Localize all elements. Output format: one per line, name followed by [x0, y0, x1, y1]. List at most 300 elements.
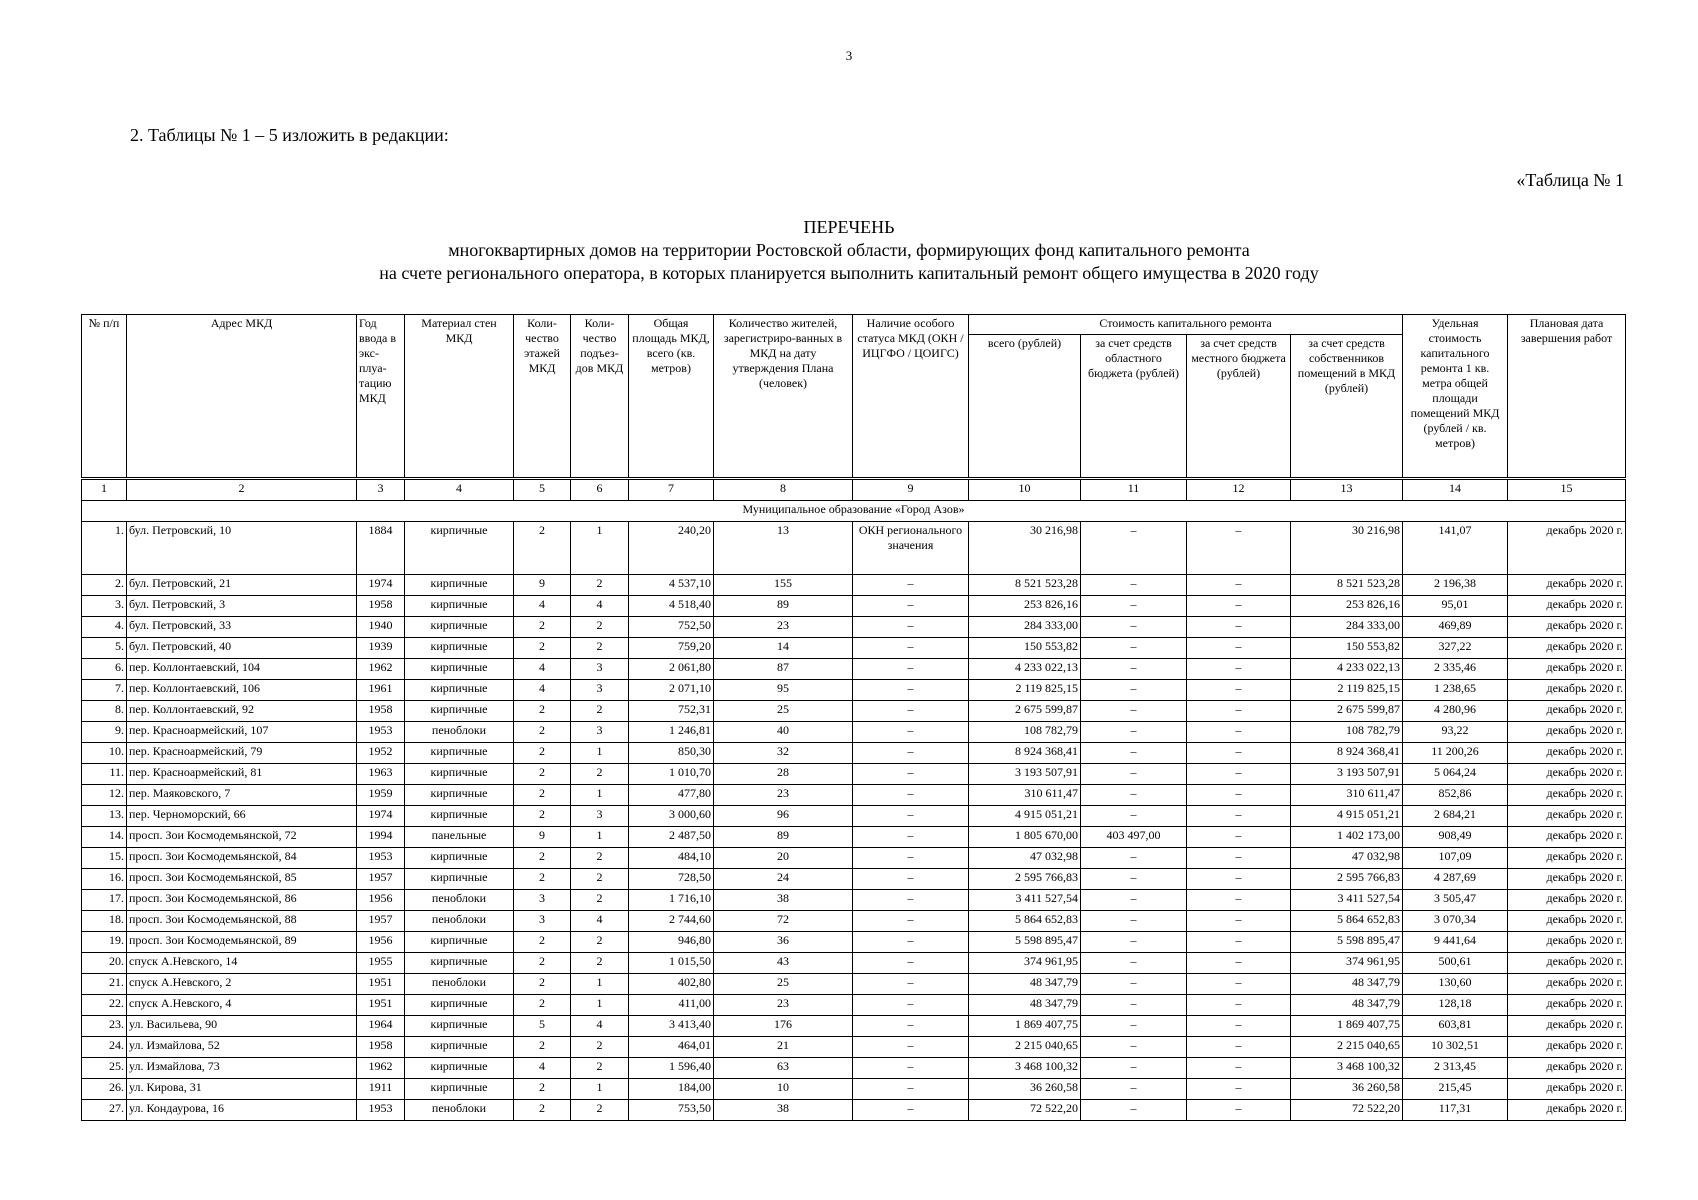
cell-area: 184,00 [629, 1079, 714, 1100]
cell-status: – [853, 806, 969, 827]
table-row [82, 890, 1626, 911]
cell-cost-local: – [1187, 659, 1291, 680]
table-row [82, 638, 1626, 659]
cell-area: 477,80 [629, 785, 714, 806]
cell-address: спуск А.Невского, 4 [127, 995, 357, 1016]
cell-status: – [853, 869, 969, 890]
cell-entrances: 2 [571, 1037, 629, 1058]
column-number: 14 [1403, 479, 1508, 501]
cell-address: пер. Коллонтаевский, 92 [127, 701, 357, 722]
cell-address: бул. Петровский, 40 [127, 638, 357, 659]
cell-cost-regional: – [1081, 764, 1187, 785]
cell-row-number: 17. [82, 890, 127, 911]
column-number: 2 [127, 479, 357, 501]
cell-entrances: 2 [571, 869, 629, 890]
table-row [82, 743, 1626, 764]
cell-wall-material: кирпичные [405, 785, 514, 806]
column-number: 8 [714, 479, 853, 501]
col-header-wall-material: Материал стен МКД [405, 315, 514, 479]
cell-area: 411,00 [629, 995, 714, 1016]
cell-cost-total: 284 333,00 [969, 617, 1081, 638]
cell-completion-date: декабрь 2020 г. [1508, 701, 1626, 722]
cell-completion-date: декабрь 2020 г. [1508, 848, 1626, 869]
cell-floors: 2 [514, 806, 571, 827]
cell-floors: 2 [514, 953, 571, 974]
cell-year: 1957 [357, 911, 405, 932]
cell-completion-date: декабрь 2020 г. [1508, 764, 1626, 785]
cell-cost-regional: – [1081, 701, 1187, 722]
col-header-area: Общая площадь МКД, всего (кв. метров) [629, 315, 714, 479]
cell-floors: 3 [514, 911, 571, 932]
cell-floors: 2 [514, 848, 571, 869]
cell-wall-material: пеноблоки [405, 722, 514, 743]
col-header-year: Год ввода в экс-плуа-тацию МКД [357, 315, 405, 479]
cell-status: – [853, 680, 969, 701]
cell-floors: 2 [514, 1037, 571, 1058]
table-label: «Таблица № 1 [1516, 170, 1624, 190]
cell-row-number: 15. [82, 848, 127, 869]
cell-address: пер. Красноармейский, 79 [127, 743, 357, 764]
cell-cost-regional: – [1081, 743, 1187, 764]
cell-unit-cost: 11 200,26 [1403, 743, 1508, 764]
cell-cost-local: – [1187, 869, 1291, 890]
cell-completion-date: декабрь 2020 г. [1508, 638, 1626, 659]
column-number: 1 [82, 479, 127, 501]
cell-status: ОКН регионального значения [853, 522, 969, 575]
column-number: 10 [969, 479, 1081, 501]
cell-floors: 3 [514, 890, 571, 911]
cell-cost-total: 72 522,20 [969, 1100, 1081, 1121]
cell-row-number: 5. [82, 638, 127, 659]
cell-address: бул. Петровский, 3 [127, 596, 357, 617]
cell-status: – [853, 995, 969, 1016]
cell-year: 1952 [357, 743, 405, 764]
column-number: 11 [1081, 479, 1187, 501]
cell-wall-material: кирпичные [405, 522, 514, 575]
repair-plan-table [81, 314, 1626, 1121]
table-row [82, 806, 1626, 827]
cell-status: – [853, 890, 969, 911]
cell-area: 402,80 [629, 974, 714, 995]
cell-cost-regional: – [1081, 617, 1187, 638]
cell-area: 2 744,60 [629, 911, 714, 932]
cell-completion-date: декабрь 2020 г. [1508, 596, 1626, 617]
cell-status: – [853, 596, 969, 617]
cell-unit-cost: 1 238,65 [1403, 680, 1508, 701]
cell-wall-material: кирпичные [405, 743, 514, 764]
cell-cost-local: – [1187, 722, 1291, 743]
cell-cost-regional: – [1081, 932, 1187, 953]
table-row [82, 1016, 1626, 1037]
cell-wall-material: кирпичные [405, 659, 514, 680]
cell-entrances: 1 [571, 1079, 629, 1100]
cell-year: 1956 [357, 932, 405, 953]
cell-year: 1939 [357, 638, 405, 659]
cell-row-number: 21. [82, 974, 127, 995]
cell-year: 1884 [357, 522, 405, 575]
cell-status: – [853, 1016, 969, 1037]
cell-status: – [853, 617, 969, 638]
table-row [82, 1058, 1626, 1079]
cell-cost-local: – [1187, 764, 1291, 785]
cell-floors: 2 [514, 701, 571, 722]
cell-row-number: 25. [82, 1058, 127, 1079]
cell-address: просп. Зои Космодемьянской, 85 [127, 869, 357, 890]
cell-area: 3 413,40 [629, 1016, 714, 1037]
cell-unit-cost: 95,01 [1403, 596, 1508, 617]
cell-unit-cost: 9 441,64 [1403, 932, 1508, 953]
col-header-status: Наличие особого статуса МКД (ОКН / ИЦГФО / ЦОИГС) [853, 315, 969, 479]
cell-cost-regional: – [1081, 785, 1187, 806]
cell-row-number: 6. [82, 659, 127, 680]
cell-cost-regional: – [1081, 1058, 1187, 1079]
heading-line-2: на счете регионального оператора, в которых планируется выполнить капитальный ремонт общего имущества в 2020 году [379, 263, 1319, 283]
cell-wall-material: кирпичные [405, 575, 514, 596]
cell-floors: 2 [514, 785, 571, 806]
cell-cost-regional: – [1081, 575, 1187, 596]
cell-area: 759,20 [629, 638, 714, 659]
cell-status: – [853, 659, 969, 680]
cell-year: 1963 [357, 764, 405, 785]
cell-completion-date: декабрь 2020 г. [1508, 659, 1626, 680]
col-header-number: № п/п [82, 315, 127, 479]
cell-area: 2 487,50 [629, 827, 714, 848]
cell-cost-total: 108 782,79 [969, 722, 1081, 743]
cell-cost-total: 5 864 652,83 [969, 911, 1081, 932]
cell-address: ул. Измайлова, 52 [127, 1037, 357, 1058]
cell-unit-cost: 117,31 [1403, 1100, 1508, 1121]
cell-year: 1956 [357, 890, 405, 911]
cell-unit-cost: 107,09 [1403, 848, 1508, 869]
cell-area: 1 596,40 [629, 1058, 714, 1079]
cell-unit-cost: 603,81 [1403, 1016, 1508, 1037]
cell-cost-total: 30 216,98 [969, 522, 1081, 575]
cell-cost-total: 36 260,58 [969, 1079, 1081, 1100]
cell-completion-date: декабрь 2020 г. [1508, 953, 1626, 974]
cell-unit-cost: 4 287,69 [1403, 869, 1508, 890]
column-number: 15 [1508, 479, 1626, 501]
cell-status: – [853, 638, 969, 659]
cell-cost-owners: 284 333,00 [1291, 617, 1403, 638]
col-header-residents: Количество жителей, зарегистриро-ванных в МКД на дату утверждения Плана (человек) [714, 315, 853, 479]
section-row [82, 501, 1626, 522]
cell-area: 728,50 [629, 869, 714, 890]
cell-completion-date: декабрь 2020 г. [1508, 806, 1626, 827]
table-row [82, 1037, 1626, 1058]
cell-completion-date: декабрь 2020 г. [1508, 522, 1626, 575]
cell-cost-owners: 2 119 825,15 [1291, 680, 1403, 701]
cell-floors: 9 [514, 827, 571, 848]
cell-unit-cost: 130,60 [1403, 974, 1508, 995]
cell-floors: 2 [514, 1079, 571, 1100]
cell-area: 484,10 [629, 848, 714, 869]
cell-cost-total: 3 411 527,54 [969, 890, 1081, 911]
cell-residents: 89 [714, 827, 853, 848]
cell-unit-cost: 500,61 [1403, 953, 1508, 974]
cell-wall-material: кирпичные [405, 596, 514, 617]
cell-address: просп. Зои Космодемьянской, 84 [127, 848, 357, 869]
cell-wall-material: кирпичные [405, 953, 514, 974]
cell-wall-material: кирпичные [405, 932, 514, 953]
cell-cost-regional: – [1081, 722, 1187, 743]
cell-address: просп. Зои Космодемьянской, 72 [127, 827, 357, 848]
document-heading [0, 216, 1698, 285]
cell-cost-local: – [1187, 575, 1291, 596]
cell-cost-regional: – [1081, 1100, 1187, 1121]
column-number-row [82, 479, 1626, 501]
cell-floors: 2 [514, 522, 571, 575]
cell-cost-owners: 310 611,47 [1291, 785, 1403, 806]
cell-cost-total: 4 915 051,21 [969, 806, 1081, 827]
cell-area: 753,50 [629, 1100, 714, 1121]
heading-line-1: многоквартирных домов на территории Ростовской области, формирующих фонд капитального ремонта [448, 240, 1250, 260]
cell-completion-date: декабрь 2020 г. [1508, 785, 1626, 806]
table-row [82, 995, 1626, 1016]
cell-unit-cost: 5 064,24 [1403, 764, 1508, 785]
cell-cost-owners: 47 032,98 [1291, 848, 1403, 869]
cell-cost-owners: 72 522,20 [1291, 1100, 1403, 1121]
table-row [82, 659, 1626, 680]
cell-row-number: 20. [82, 953, 127, 974]
cell-row-number: 4. [82, 617, 127, 638]
cell-cost-total: 253 826,16 [969, 596, 1081, 617]
cell-cost-local: – [1187, 1037, 1291, 1058]
cell-year: 1994 [357, 827, 405, 848]
cell-year: 1955 [357, 953, 405, 974]
table-row [82, 848, 1626, 869]
cell-address: просп. Зои Космодемьянской, 88 [127, 911, 357, 932]
cell-entrances: 2 [571, 638, 629, 659]
cell-residents: 23 [714, 995, 853, 1016]
cell-year: 1953 [357, 722, 405, 743]
cell-entrances: 2 [571, 932, 629, 953]
cell-cost-local: – [1187, 1100, 1291, 1121]
cell-status: – [853, 785, 969, 806]
cell-year: 1951 [357, 995, 405, 1016]
cell-cost-total: 8 521 523,28 [969, 575, 1081, 596]
cell-cost-owners: 1 402 173,00 [1291, 827, 1403, 848]
cell-entrances: 2 [571, 1058, 629, 1079]
cell-row-number: 13. [82, 806, 127, 827]
cell-year: 1958 [357, 1037, 405, 1058]
cell-wall-material: кирпичные [405, 1079, 514, 1100]
cell-year: 1957 [357, 869, 405, 890]
cell-unit-cost: 93,22 [1403, 722, 1508, 743]
cell-residents: 24 [714, 869, 853, 890]
cell-entrances: 3 [571, 659, 629, 680]
cell-year: 1974 [357, 575, 405, 596]
cell-cost-regional: – [1081, 995, 1187, 1016]
cell-completion-date: декабрь 2020 г. [1508, 680, 1626, 701]
cell-residents: 72 [714, 911, 853, 932]
cell-address: пер. Коллонтаевский, 106 [127, 680, 357, 701]
cell-cost-total: 47 032,98 [969, 848, 1081, 869]
cell-address: пер. Красноармейский, 81 [127, 764, 357, 785]
cell-cost-owners: 30 216,98 [1291, 522, 1403, 575]
table-row [82, 680, 1626, 701]
cell-completion-date: декабрь 2020 г. [1508, 890, 1626, 911]
cell-area: 2 061,80 [629, 659, 714, 680]
cell-cost-local: – [1187, 743, 1291, 764]
table-row [82, 617, 1626, 638]
cell-cost-owners: 2 675 599,87 [1291, 701, 1403, 722]
cell-address: ул. Измайлова, 73 [127, 1058, 357, 1079]
cell-cost-owners: 5 864 652,83 [1291, 911, 1403, 932]
cell-floors: 4 [514, 596, 571, 617]
cell-row-number: 11. [82, 764, 127, 785]
cell-cost-owners: 8 924 368,41 [1291, 743, 1403, 764]
cell-area: 1 716,10 [629, 890, 714, 911]
cell-cost-local: – [1187, 911, 1291, 932]
cell-floors: 5 [514, 1016, 571, 1037]
cell-status: – [853, 827, 969, 848]
cell-completion-date: декабрь 2020 г. [1508, 617, 1626, 638]
cell-status: – [853, 974, 969, 995]
cell-cost-regional: – [1081, 1079, 1187, 1100]
cell-area: 946,80 [629, 932, 714, 953]
column-number: 3 [357, 479, 405, 501]
cell-wall-material: пеноблоки [405, 1100, 514, 1121]
cell-cost-local: – [1187, 617, 1291, 638]
cell-cost-local: – [1187, 953, 1291, 974]
cell-row-number: 18. [82, 911, 127, 932]
cell-unit-cost: 852,86 [1403, 785, 1508, 806]
cell-floors: 2 [514, 932, 571, 953]
cell-status: – [853, 953, 969, 974]
cell-row-number: 19. [82, 932, 127, 953]
cell-unit-cost: 128,18 [1403, 995, 1508, 1016]
col-header-cost-total: всего (рублей) [969, 335, 1081, 479]
cell-residents: 87 [714, 659, 853, 680]
cell-year: 1951 [357, 974, 405, 995]
cell-wall-material: кирпичные [405, 806, 514, 827]
cell-area: 1 010,70 [629, 764, 714, 785]
cell-year: 1911 [357, 1079, 405, 1100]
cell-cost-total: 3 193 507,91 [969, 764, 1081, 785]
cell-cost-local: – [1187, 1079, 1291, 1100]
col-header-address: Адрес МКД [127, 315, 357, 479]
cell-wall-material: кирпичные [405, 1016, 514, 1037]
table-row [82, 522, 1626, 575]
cell-wall-material: кирпичные [405, 638, 514, 659]
cell-cost-regional: – [1081, 806, 1187, 827]
cell-unit-cost: 215,45 [1403, 1079, 1508, 1100]
cell-unit-cost: 4 280,96 [1403, 701, 1508, 722]
cell-entrances: 1 [571, 827, 629, 848]
col-header-entrances: Коли-чество подъез-дов МКД [571, 315, 629, 479]
cell-cost-owners: 3 468 100,32 [1291, 1058, 1403, 1079]
cell-residents: 43 [714, 953, 853, 974]
cell-entrances: 3 [571, 680, 629, 701]
cell-wall-material: кирпичные [405, 764, 514, 785]
cell-residents: 28 [714, 764, 853, 785]
cell-address: спуск А.Невского, 2 [127, 974, 357, 995]
cell-unit-cost: 2 335,46 [1403, 659, 1508, 680]
heading-title: ПЕРЕЧЕНЬ [803, 217, 895, 237]
table-row [82, 722, 1626, 743]
cell-year: 1964 [357, 1016, 405, 1037]
cell-entrances: 2 [571, 764, 629, 785]
cell-cost-total: 5 598 895,47 [969, 932, 1081, 953]
cell-cost-local: – [1187, 827, 1291, 848]
cell-year: 1962 [357, 1058, 405, 1079]
cell-completion-date: декабрь 2020 г. [1508, 1037, 1626, 1058]
cell-cost-owners: 253 826,16 [1291, 596, 1403, 617]
cell-area: 464,01 [629, 1037, 714, 1058]
cell-row-number: 14. [82, 827, 127, 848]
cell-floors: 2 [514, 722, 571, 743]
cell-unit-cost: 2 313,45 [1403, 1058, 1508, 1079]
cell-cost-local: – [1187, 596, 1291, 617]
column-number: 6 [571, 479, 629, 501]
cell-floors: 2 [514, 764, 571, 785]
cell-cost-owners: 4 915 051,21 [1291, 806, 1403, 827]
table-row [82, 827, 1626, 848]
cell-cost-regional: – [1081, 974, 1187, 995]
cell-wall-material: кирпичные [405, 701, 514, 722]
cell-row-number: 1. [82, 522, 127, 575]
cell-year: 1959 [357, 785, 405, 806]
cell-residents: 25 [714, 701, 853, 722]
cell-cost-regional: – [1081, 1037, 1187, 1058]
cell-cost-total: 2 119 825,15 [969, 680, 1081, 701]
cell-cost-regional: – [1081, 911, 1187, 932]
cell-unit-cost: 2 684,21 [1403, 806, 1508, 827]
cell-completion-date: декабрь 2020 г. [1508, 995, 1626, 1016]
cell-address: пер. Черноморский, 66 [127, 806, 357, 827]
column-number: 4 [405, 479, 514, 501]
cell-cost-owners: 3 193 507,91 [1291, 764, 1403, 785]
cell-year: 1953 [357, 1100, 405, 1121]
cell-status: – [853, 722, 969, 743]
cell-entrances: 1 [571, 522, 629, 575]
cell-area: 4 518,40 [629, 596, 714, 617]
table-row [82, 1079, 1626, 1100]
cell-cost-owners: 1 869 407,75 [1291, 1016, 1403, 1037]
cell-cost-owners: 150 553,82 [1291, 638, 1403, 659]
cell-entrances: 4 [571, 911, 629, 932]
cell-residents: 36 [714, 932, 853, 953]
cell-unit-cost: 3 070,34 [1403, 911, 1508, 932]
cell-completion-date: декабрь 2020 г. [1508, 1100, 1626, 1121]
table-header [82, 315, 1626, 479]
cell-area: 1 015,50 [629, 953, 714, 974]
cell-floors: 2 [514, 995, 571, 1016]
cell-area: 752,31 [629, 701, 714, 722]
table-row [82, 869, 1626, 890]
cell-cost-local: – [1187, 522, 1291, 575]
cell-cost-regional: – [1081, 638, 1187, 659]
column-number: 9 [853, 479, 969, 501]
cell-cost-owners: 4 233 022,13 [1291, 659, 1403, 680]
cell-entrances: 2 [571, 701, 629, 722]
cell-status: – [853, 848, 969, 869]
cell-cost-local: – [1187, 701, 1291, 722]
cell-cost-owners: 48 347,79 [1291, 974, 1403, 995]
cell-entrances: 1 [571, 995, 629, 1016]
cell-area: 1 246,81 [629, 722, 714, 743]
cell-area: 850,30 [629, 743, 714, 764]
cell-entrances: 2 [571, 575, 629, 596]
cell-area: 4 537,10 [629, 575, 714, 596]
cell-row-number: 16. [82, 869, 127, 890]
cell-address: пер. Маяковского, 7 [127, 785, 357, 806]
table-row [82, 764, 1626, 785]
cell-year: 1953 [357, 848, 405, 869]
cell-row-number: 8. [82, 701, 127, 722]
cell-cost-owners: 5 598 895,47 [1291, 932, 1403, 953]
cell-unit-cost: 327,22 [1403, 638, 1508, 659]
